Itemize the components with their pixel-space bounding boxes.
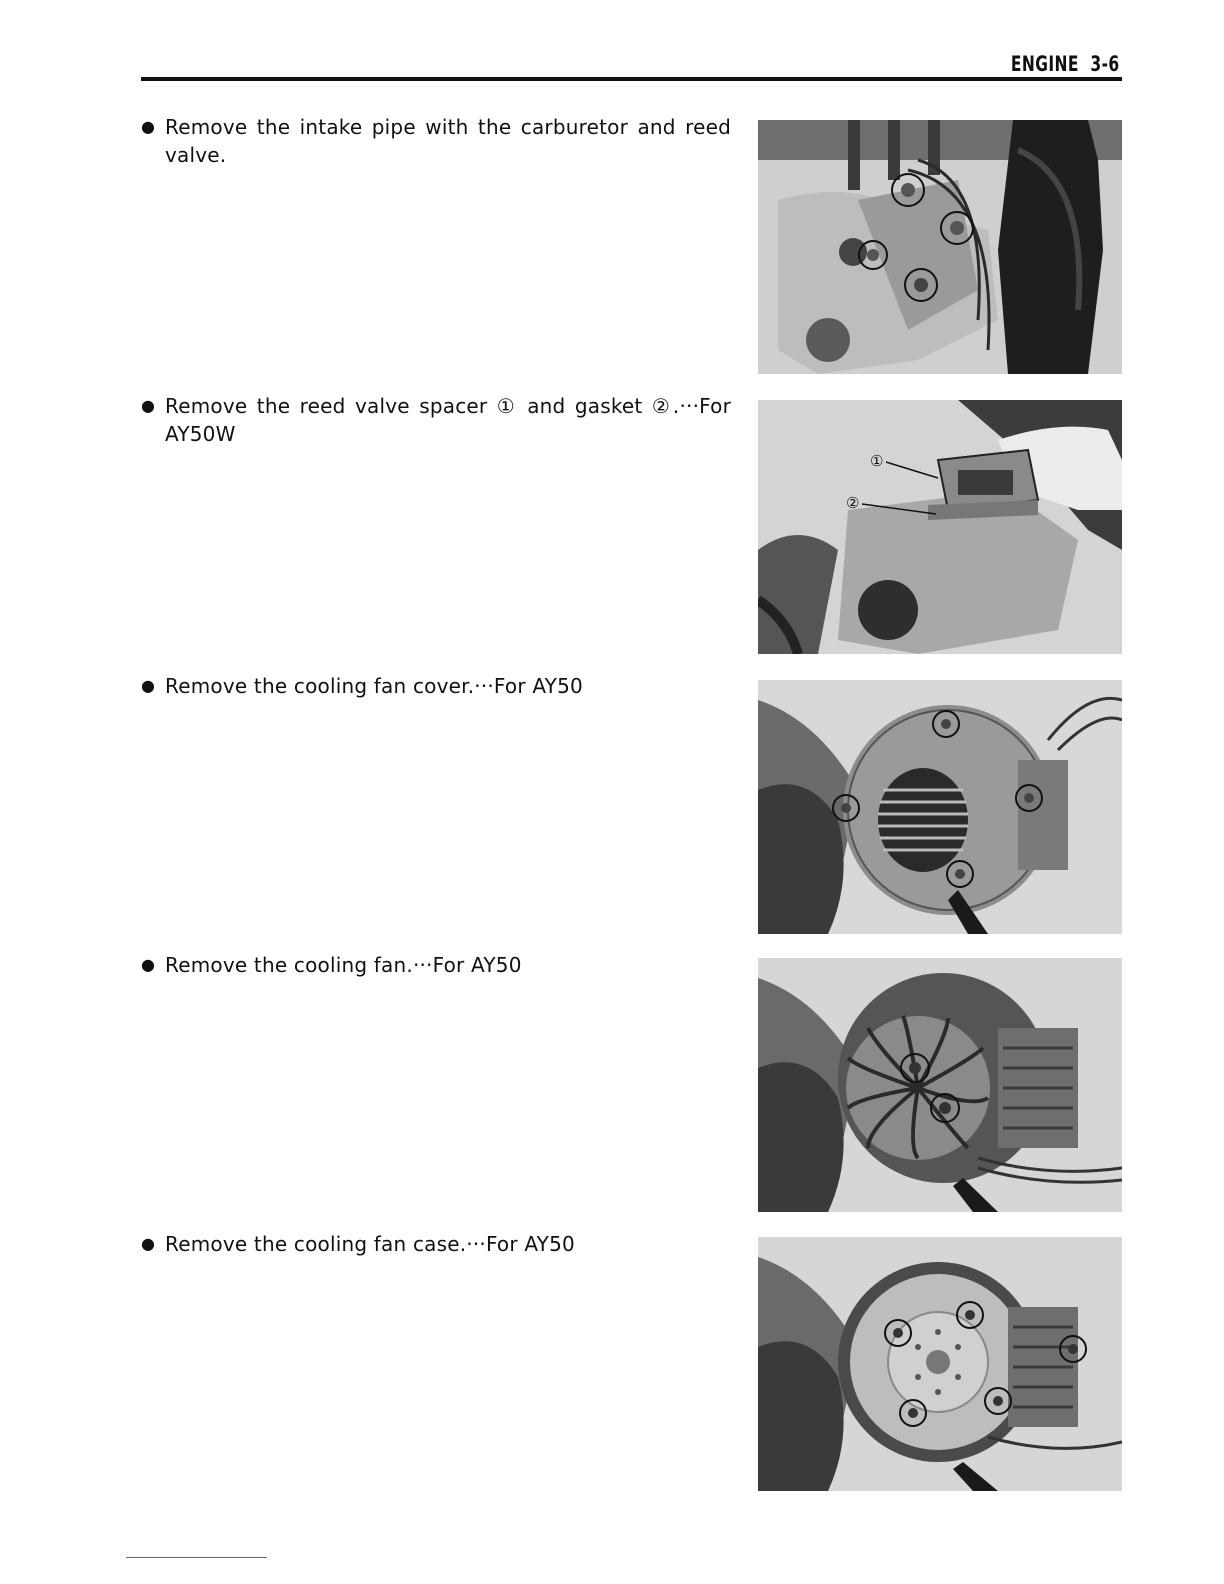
chapter-title: ENGINE (1011, 52, 1080, 76)
bullet: ● (141, 396, 156, 415)
page-number: 3-6 (1090, 52, 1120, 76)
photo-cooling-fan (758, 958, 1122, 1212)
step-remove-intake-pipe (141, 113, 731, 169)
step-remove-cooling-fan-case (141, 1230, 731, 1258)
step-text: Remove the cooling fan cover.···For AY50 (165, 674, 583, 698)
photo-cooling-fan-cover (758, 680, 1122, 934)
step-remove-reed-valve-spacer (141, 392, 731, 448)
header-title (1011, 52, 1120, 76)
bullet: ● (141, 117, 156, 136)
photo-reed-valve-spacer (758, 400, 1122, 654)
step-text: Remove the reed valve spacer ① and gasket ②.···For AY50W (165, 394, 731, 446)
step-text: Remove the intake pipe with the carburetor and reed valve. (165, 115, 731, 167)
bullet: ● (141, 676, 156, 695)
step-remove-cooling-fan (141, 951, 731, 979)
bullet: ● (141, 1234, 156, 1253)
header-rule (141, 77, 1122, 81)
step-text: Remove the cooling fan.···For AY50 (165, 953, 522, 977)
photo-intake-pipe (758, 120, 1122, 374)
footer-rule (126, 1557, 267, 1558)
step-text: Remove the cooling fan case.···For AY50 (165, 1232, 575, 1256)
callout-1: ① (870, 452, 884, 470)
bullet: ● (141, 955, 156, 974)
callout-2: ② (846, 494, 860, 512)
photo-cooling-fan-case (758, 1237, 1122, 1491)
step-remove-cooling-fan-cover (141, 672, 731, 700)
